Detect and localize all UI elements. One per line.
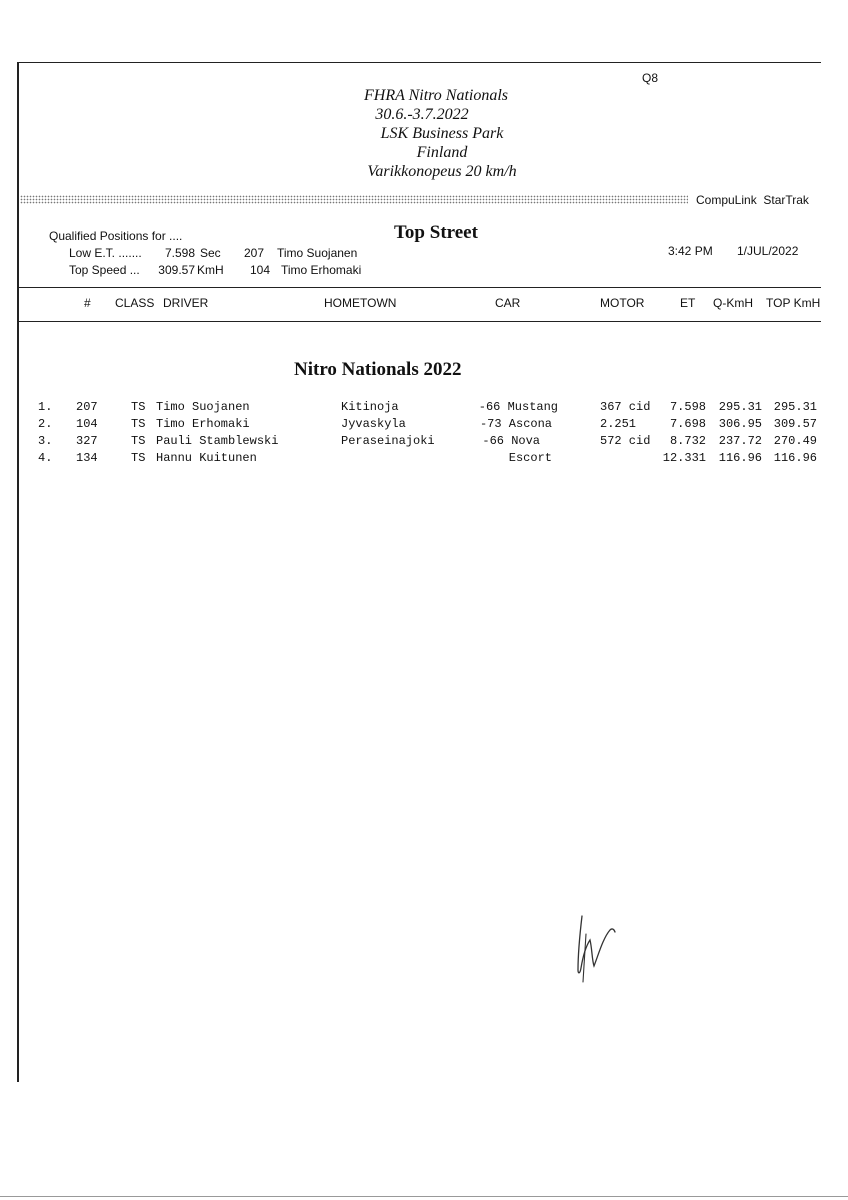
section-title: Nitro Nationals 2022	[294, 359, 462, 380]
row-motor: 572 cid	[600, 434, 651, 448]
low-et-value: 7.598	[164, 246, 195, 260]
col-header-driver: DRIVER	[163, 296, 209, 310]
row-et: 7.698	[669, 417, 706, 431]
top-speed-number: 104	[250, 263, 271, 277]
low-et-driver: Timo Suojanen	[277, 246, 358, 260]
col-header-et: ET	[680, 296, 696, 310]
row-qkmh: 116.96	[718, 451, 762, 465]
row-driver: Timo Erhomaki	[156, 417, 250, 431]
columns-bottom-line	[17, 321, 821, 322]
row-qkmh: 237.72	[718, 434, 762, 448]
report-code: Q8	[642, 71, 659, 85]
row-topkmh: 116.96	[773, 451, 817, 465]
row-position: 2.	[38, 417, 53, 431]
col-header-class: CLASS	[115, 296, 155, 310]
row-car-number: 134	[76, 451, 98, 465]
row-car-number: 207	[76, 400, 98, 414]
row-position: 3.	[38, 434, 53, 448]
row-motor: 2.251	[600, 417, 637, 431]
row-class: TS	[131, 434, 146, 448]
row-driver: Timo Suojanen	[156, 400, 250, 414]
row-et: 8.732	[669, 434, 706, 448]
col-header-num: #	[84, 296, 91, 310]
row-et: 7.598	[669, 400, 706, 414]
row-hometown: Jyvaskyla	[341, 417, 406, 431]
col-header-car: CAR	[495, 296, 521, 310]
row-class: TS	[131, 417, 146, 431]
top-border-line	[17, 62, 821, 63]
row-position: 1.	[38, 400, 53, 414]
dotted-divider	[20, 195, 688, 204]
row-car-number: 104	[76, 417, 98, 431]
col-header-motor: MOTOR	[600, 296, 645, 310]
row-topkmh: 295.31	[773, 400, 817, 414]
row-car: Escort	[508, 451, 552, 465]
row-car: -66 Mustang	[478, 400, 558, 414]
top-speed-unit: KmH	[197, 263, 224, 277]
row-qkmh: 306.95	[718, 417, 762, 431]
columns-top-line	[17, 287, 821, 288]
row-car: -73 Ascona	[479, 417, 552, 431]
row-hometown: Kitinoja	[341, 400, 399, 414]
class-title: Top Street	[394, 222, 478, 243]
qualified-label: Qualified Positions for ....	[49, 229, 183, 243]
top-speed-label: Top Speed ...	[69, 263, 140, 277]
row-class: TS	[131, 451, 146, 465]
row-car: -66 Nova	[482, 434, 540, 448]
row-motor: 367 cid	[600, 400, 651, 414]
report-date: 1/JUL/2022	[737, 244, 799, 258]
top-speed-value: 309.57	[158, 263, 195, 277]
row-et: 12.331	[662, 451, 706, 465]
software-brand: CompuLink StarTrak	[696, 193, 809, 207]
event-dates: 30.6.-3.7.2022	[375, 106, 469, 123]
event-title: FHRA Nitro Nationals	[363, 87, 508, 104]
left-border-line	[17, 62, 19, 1082]
low-et-number: 207	[244, 246, 265, 260]
row-class: TS	[131, 400, 146, 414]
col-header-hometown: HOMETOWN	[324, 296, 397, 310]
col-header-qkmh: Q-KmH	[713, 296, 753, 310]
low-et-unit: Sec	[200, 246, 221, 260]
row-driver: Hannu Kuitunen	[156, 451, 257, 465]
top-speed-driver: Timo Erhomaki	[281, 263, 362, 277]
event-venue: LSK Business Park	[380, 125, 504, 142]
row-topkmh: 309.57	[773, 417, 817, 431]
low-et-label: Low E.T. .......	[69, 246, 142, 260]
row-car-number: 327	[76, 434, 98, 448]
row-position: 4.	[38, 451, 53, 465]
col-header-topkmh: TOP KmH	[766, 296, 821, 310]
row-hometown: Peraseinajoki	[341, 434, 435, 448]
row-topkmh: 270.49	[773, 434, 817, 448]
handwritten-signature	[570, 908, 630, 988]
event-note: Varikkonopeus 20 km/h	[367, 163, 517, 180]
page-bottom-line	[0, 1196, 848, 1197]
event-country: Finland	[416, 144, 468, 161]
row-qkmh: 295.31	[718, 400, 762, 414]
report-time: 3:42 PM	[668, 244, 713, 258]
row-driver: Pauli Stamblewski	[156, 434, 279, 448]
